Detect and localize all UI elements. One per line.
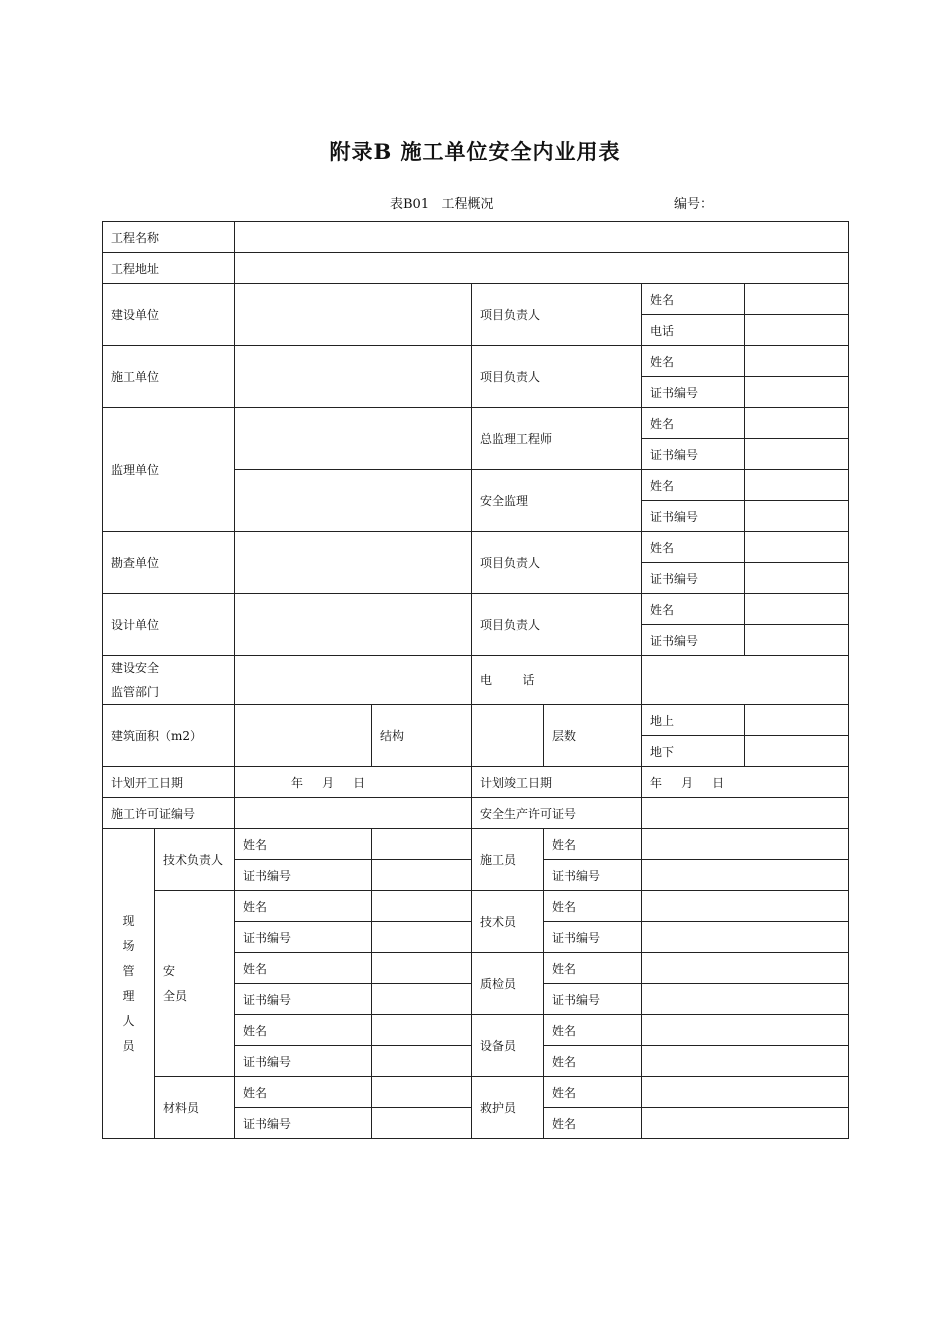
field-construction-owner[interactable] [235, 284, 472, 346]
label-cert-no: 证书编号 [235, 984, 372, 1015]
label-name: 姓名 [642, 346, 745, 377]
field-equipment-officer-name-1[interactable] [642, 1015, 849, 1046]
label-chief-supervisor: 总监理工程师 [472, 408, 642, 470]
field-survey-unit[interactable] [235, 532, 472, 594]
label-name: 姓名 [235, 1015, 372, 1046]
field-chief-supervisor-cert[interactable] [745, 439, 849, 470]
label-name: 姓名 [544, 1108, 642, 1139]
field-chief-supervisor-name[interactable] [745, 408, 849, 439]
label-floor-area: 建筑面积（m2） [103, 705, 235, 767]
field-quality-inspector-name[interactable] [642, 953, 849, 984]
field-design-leader-name[interactable] [745, 594, 849, 625]
label-safety-dept-line1: 建设安全 [111, 661, 160, 675]
label-quality-inspector: 质检员 [472, 953, 544, 1015]
label-rescue-officer: 救护员 [472, 1077, 544, 1139]
label-name: 姓名 [235, 1077, 372, 1108]
label-cert-no: 证书编号 [642, 625, 745, 656]
table-subtitle [390, 193, 494, 212]
label-safety-dept-phone: 电 话 [472, 656, 642, 705]
label-safety-permit: 安全生产许可证号 [472, 798, 642, 829]
field-quality-inspector-cert[interactable] [642, 984, 849, 1015]
field-floor-area[interactable] [235, 705, 372, 767]
label-construction-owner: 建设单位 [103, 284, 235, 346]
label-safety-dept [103, 656, 235, 705]
field-safety-officer-3-cert[interactable] [372, 1046, 472, 1077]
field-planned-start[interactable]: 年 月 日 [235, 767, 472, 798]
label-tech-leader: 技术负责人 [155, 829, 235, 891]
label-technician: 技术员 [472, 891, 544, 953]
page-title: 附录B 施工单位安全内业用表 [329, 139, 621, 164]
table-name: 工程概况 [441, 197, 494, 212]
field-material-officer-name[interactable] [372, 1077, 472, 1108]
field-safety-officer-2-name[interactable] [372, 953, 472, 984]
field-project-address[interactable] [235, 253, 849, 284]
field-equipment-officer-name-2[interactable] [642, 1046, 849, 1077]
field-rescue-officer-name-2[interactable] [642, 1108, 849, 1139]
label-constructor: 施工员 [472, 829, 544, 891]
field-survey-leader-cert[interactable] [745, 563, 849, 594]
field-supervisor-unit-2[interactable] [235, 470, 472, 532]
label-cert-no: 证书编号 [235, 1108, 372, 1139]
label-name: 姓名 [544, 1046, 642, 1077]
label-survey-project-leader: 项目负责人 [472, 532, 642, 594]
label-cert-no: 证书编号 [544, 860, 642, 891]
label-survey-unit: 勘查单位 [103, 532, 235, 594]
label-contractor-project-leader: 项目负责人 [472, 346, 642, 408]
field-design-leader-cert[interactable] [745, 625, 849, 656]
label-safety-dept-line2: 监管部门 [111, 685, 160, 699]
field-tech-leader-name[interactable] [372, 829, 472, 860]
field-structure[interactable] [472, 705, 544, 767]
label-name: 姓名 [544, 829, 642, 860]
field-constructor-name[interactable] [642, 829, 849, 860]
field-rescue-officer-name-1[interactable] [642, 1077, 849, 1108]
label-project-name: 工程名称 [103, 222, 235, 253]
number-label: 编号： [674, 197, 714, 212]
field-safety-officer-1-name[interactable] [372, 891, 472, 922]
label-name: 姓名 [544, 953, 642, 984]
field-design-unit[interactable] [235, 594, 472, 656]
field-supervisor-unit-1[interactable] [235, 408, 472, 470]
label-cert-no: 证书编号 [642, 439, 745, 470]
label-name: 姓名 [544, 891, 642, 922]
field-technician-name[interactable] [642, 891, 849, 922]
field-safety-supervisor-cert[interactable] [745, 501, 849, 532]
field-safety-officer-1-cert[interactable] [372, 922, 472, 953]
label-above-ground: 地上 [642, 705, 745, 736]
label-cert-no: 证书编号 [235, 922, 372, 953]
field-technician-cert[interactable] [642, 922, 849, 953]
field-planned-end[interactable]: 年 月 日 [642, 767, 849, 798]
field-safety-dept[interactable] [235, 656, 472, 705]
field-owner-leader-name[interactable] [745, 284, 849, 315]
label-cert-no: 证书编号 [642, 563, 745, 594]
label-cert-no: 证书编号 [544, 922, 642, 953]
field-tech-leader-cert[interactable] [372, 860, 472, 891]
label-name: 姓名 [642, 594, 745, 625]
project-overview-table [102, 221, 849, 1139]
label-cert-no: 证书编号 [235, 1046, 372, 1077]
label-name: 姓名 [642, 532, 745, 563]
label-structure: 结构 [372, 705, 472, 767]
label-name: 姓名 [544, 1077, 642, 1108]
field-owner-leader-phone[interactable] [745, 315, 849, 346]
label-planned-start: 计划开工日期 [103, 767, 235, 798]
field-safety-dept-phone[interactable] [642, 656, 849, 705]
label-construction-permit: 施工许可证编号 [103, 798, 235, 829]
label-material-officer: 材料员 [155, 1077, 235, 1139]
label-site-staff: 现 场 管 理 人 员 [103, 829, 155, 1139]
label-cert-no: 证书编号 [235, 860, 372, 891]
label-contractor: 施工单位 [103, 346, 235, 408]
label-design-project-leader: 项目负责人 [472, 594, 642, 656]
label-name: 姓名 [642, 284, 745, 315]
label-below-ground: 地下 [642, 736, 745, 767]
field-project-name[interactable] [235, 222, 849, 253]
label-name: 姓名 [642, 470, 745, 501]
field-contractor-leader-name[interactable] [745, 346, 849, 377]
field-survey-leader-name[interactable] [745, 532, 849, 563]
label-name: 姓名 [642, 408, 745, 439]
field-contractor-leader-cert[interactable] [745, 377, 849, 408]
label-project-address: 工程地址 [103, 253, 235, 284]
label-safety-officer: 安 全员 [155, 891, 235, 1077]
label-floors: 层数 [544, 705, 642, 767]
label-supervisor-unit: 监理单位 [103, 408, 235, 532]
field-safety-permit[interactable] [642, 798, 849, 829]
label-cert-no: 证书编号 [544, 984, 642, 1015]
field-constructor-cert[interactable] [642, 860, 849, 891]
field-below-ground[interactable] [745, 736, 849, 767]
label-owner-project-leader: 项目负责人 [472, 284, 642, 346]
field-above-ground[interactable] [745, 705, 849, 736]
field-safety-officer-2-cert[interactable] [372, 984, 472, 1015]
table-number: 表B01 [390, 197, 430, 212]
label-phone: 电话 [642, 315, 745, 346]
label-safety-supervisor: 安全监理 [472, 470, 642, 532]
label-name: 姓名 [235, 953, 372, 984]
label-cert-no: 证书编号 [642, 501, 745, 532]
label-name: 姓名 [544, 1015, 642, 1046]
label-cert-no: 证书编号 [642, 377, 745, 408]
field-safety-supervisor-name[interactable] [745, 470, 849, 501]
field-contractor[interactable] [235, 346, 472, 408]
label-equipment-officer: 设备员 [472, 1015, 544, 1077]
label-name: 姓名 [235, 829, 372, 860]
label-name: 姓名 [235, 891, 372, 922]
field-safety-officer-3-name[interactable] [372, 1015, 472, 1046]
field-construction-permit[interactable] [235, 798, 472, 829]
label-planned-end: 计划竣工日期 [472, 767, 642, 798]
label-design-unit: 设计单位 [103, 594, 235, 656]
field-material-officer-cert[interactable] [372, 1108, 472, 1139]
